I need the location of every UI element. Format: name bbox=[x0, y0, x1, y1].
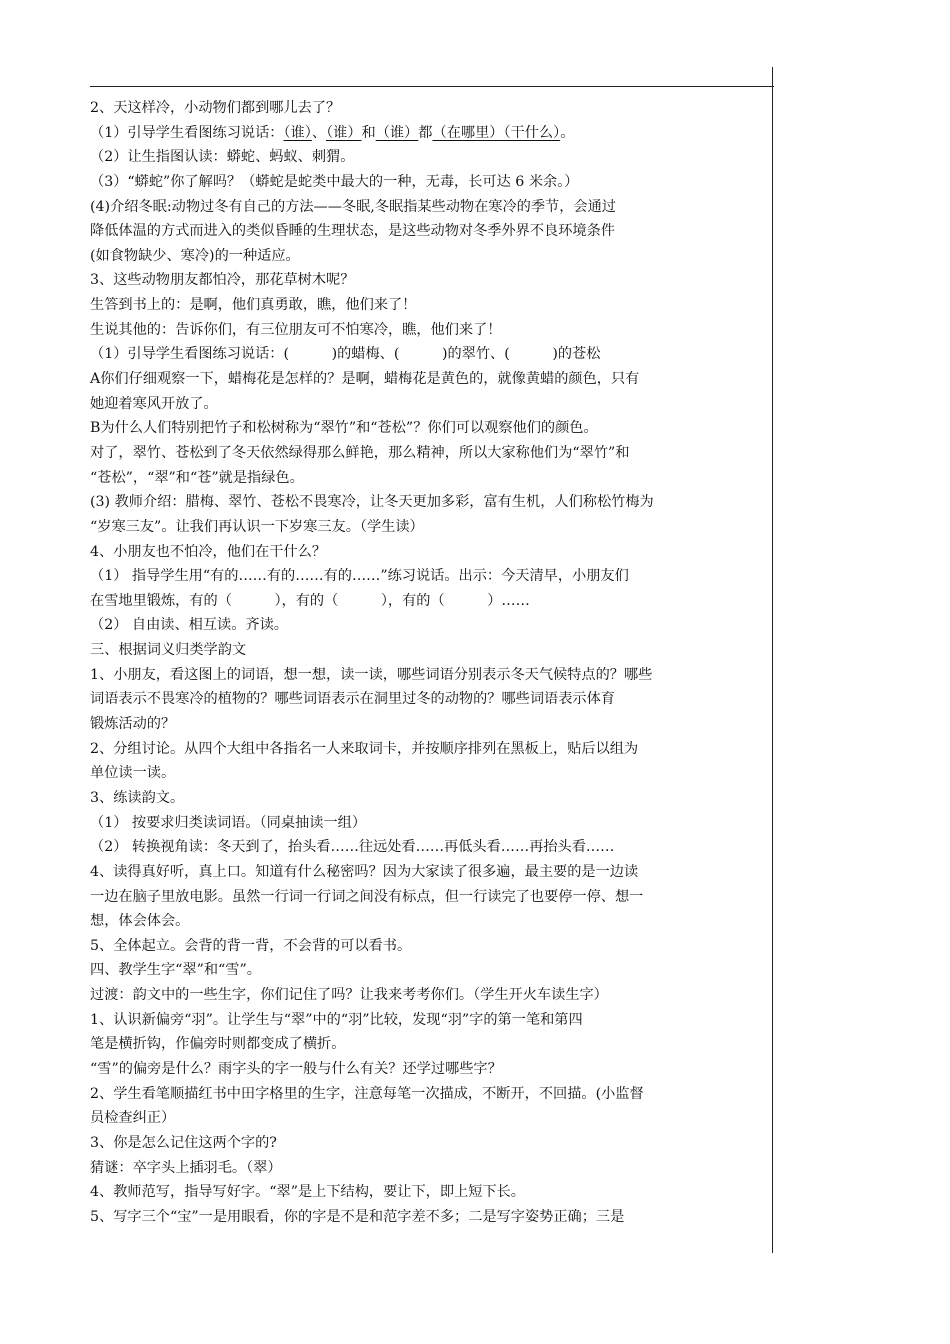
blank-underlined: （谁） bbox=[283, 124, 312, 141]
text-line: 在雪地里锻炼，有的（ ），有的（ ），有的（ ）…… bbox=[90, 592, 530, 609]
text-line: 降低体温的方式而进入的类似昏睡的生理状态，是这些动物对冬季外界不良环境条件 bbox=[90, 223, 615, 240]
text-line: 3、练读韵文。 bbox=[90, 789, 185, 806]
text-line: 想，体会体会。 bbox=[90, 913, 190, 930]
text-line: 生说其他的：告诉你们，有三位朋友可不怕寒冷，瞧，他们来了！ bbox=[90, 321, 502, 338]
text-line: （2） 转换视角读：冬天到了，抬头看……往远处看……再低头看……再抬头看…… bbox=[90, 839, 615, 856]
lesson-plan-text bbox=[90, 96, 730, 1229]
text-line: 4、读得真好听，真上口。知道有什么秘密吗？因为大家读了很多遍，最主要的是一边读 bbox=[90, 863, 639, 880]
text-line: （2）让生指图认读：蟒蛇、蚂蚁、刺猬。 bbox=[90, 149, 355, 166]
text-line: 单位读一读。 bbox=[90, 765, 176, 782]
text-line: 四、教学生字“翠”和“雪”。 bbox=[90, 962, 261, 979]
text-line: 过渡：韵文中的一些生字，你们记住了吗？让我来考考你们。（学生开火车读生字） bbox=[90, 987, 608, 1004]
text-line: 三、根据词义归类学韵文 bbox=[90, 642, 247, 659]
table-top-border bbox=[90, 86, 774, 87]
text-segment: （1）引导学生看图练习说话： bbox=[90, 124, 284, 141]
text-line: (如食物缺少、寒冷)的一种适应。 bbox=[90, 247, 300, 264]
text-segment: 、 bbox=[311, 124, 327, 141]
text-line: “苍松”，“翠”和“苍”就是指绿色。 bbox=[90, 469, 304, 486]
text-line: 1、认识新偏旁“羽”。让学生与“翠”中的“羽”比较，发现“羽”字的第一笔和第四 bbox=[90, 1011, 583, 1028]
text-line: “雪”的偏旁是什么？雨字头的字一般与什么有关？还学过哪些字？ bbox=[90, 1060, 502, 1077]
blank-underlined: （在哪里）（干什么） bbox=[432, 124, 561, 141]
text-line: 猜谜：卒字头上插羽毛。（翠） bbox=[90, 1159, 282, 1176]
text-line: 词语表示不畏寒冷的植物的？哪些词语表示在洞里过冬的动物的？哪些词语表示体育 bbox=[90, 691, 615, 708]
text-line: 2、分组讨论。从四个大组中各指名一人来取词卡，并按顺序排列在黑板上，贴后以组为 bbox=[90, 740, 639, 757]
text-line: “岁寒三友”。让我们再认识一下岁寒三友。（学生读） bbox=[90, 518, 424, 535]
text-line: (4)介绍冬眠:动物过冬有自己的方法——冬眠,冬眠指某些动物在寒冷的季节，会通过 bbox=[90, 198, 616, 215]
text-line: 5、全体起立。会背的背一背，不会背的可以看书。 bbox=[90, 937, 412, 954]
text-line: 1、小朋友，看这图上的词语，想一想，读一读，哪些词语分别表示冬天气候特点的？哪些 bbox=[90, 666, 653, 683]
blank-underlined: （谁） bbox=[326, 124, 362, 141]
text-line: (3) 教师介绍：腊梅、翠竹、苍松不畏寒冷，让冬天更加多彩，富有生机，人们称松竹梅为 bbox=[90, 494, 654, 511]
text-line: A你们仔细观察一下，蜡梅花是怎样的？是啊，蜡梅花是黄色的，就像黄蜡的颜色，只有 bbox=[90, 371, 640, 388]
text-line: 3、你是怎么记住这两个字的? bbox=[90, 1134, 277, 1151]
text-line: 锻炼活动的？ bbox=[90, 716, 176, 733]
text-line: 笔是横折钩，作偏旁时则都变成了横折。 bbox=[90, 1036, 346, 1053]
text-line: 员检查纠正） bbox=[90, 1110, 176, 1127]
text-line: 2、学生看笔顺描红书中田字格里的生字，注意每笔一次描成，不断开，不回描。(小监督 bbox=[90, 1085, 644, 1102]
text-segment: 都 bbox=[418, 124, 433, 141]
text-line: 4、教师范写，指导写好字。“翠”是上下结构，要让下，即上短下长。 bbox=[90, 1184, 525, 1201]
text-line: 2、天这样冷，小动物们都到哪儿去了？ bbox=[90, 100, 341, 116]
text-line: 一边在脑子里放电影。虽然一行词一行词之间没有标点，但一行读完了也要停一停、想一 bbox=[90, 888, 644, 905]
text-line bbox=[90, 121, 730, 146]
text-segment: 和 bbox=[361, 124, 376, 141]
text-line: 3、这些动物朋友都怕冷，那花草树木呢？ bbox=[90, 272, 355, 289]
blank-underlined: （谁） bbox=[375, 124, 419, 141]
text-line: 4、小朋友也不怕冷，他们在干什么？ bbox=[90, 543, 327, 560]
text-line: （2） 自由读、相互读。齐读。 bbox=[90, 617, 288, 634]
text-line: B为什么人们特别把竹子和松树称为“翠竹”和“苍松”？你们可以观察他们的颜色。 bbox=[90, 420, 598, 437]
text-line: （1） 按要求归类读词语。（同桌抽读一组） bbox=[90, 814, 367, 831]
text-line: （1）引导学生看图练习说话：( )的蜡梅、( )的翠竹、( )的苍松 bbox=[90, 346, 601, 363]
table-right-border bbox=[772, 67, 773, 1253]
text-line: （3）“蟒蛇”你了解吗？（蟒蛇是蛇类中最大的一种，无毒，长可达 6 米余。） bbox=[90, 173, 579, 190]
text-segment: 。 bbox=[560, 124, 575, 141]
text-line: 她迎着寒风开放了。 bbox=[90, 395, 218, 412]
text-line: 生答到书上的：是啊，他们真勇敢，瞧，他们来了！ bbox=[90, 297, 417, 314]
text-line: 对了，翠竹、苍松到了冬天依然绿得那么鲜艳，那么精神，所以大家称他们为“翠竹”和 bbox=[90, 444, 630, 461]
text-line: 5、写字三个“宝”一是用眼看，你的字是不是和范字差不多；二是写字姿势正确；三是 bbox=[90, 1208, 625, 1225]
text-line: （1） 指导学生用“有的……有的……有的……”练习说话。出示：今天清早，小朋友们 bbox=[90, 568, 629, 585]
